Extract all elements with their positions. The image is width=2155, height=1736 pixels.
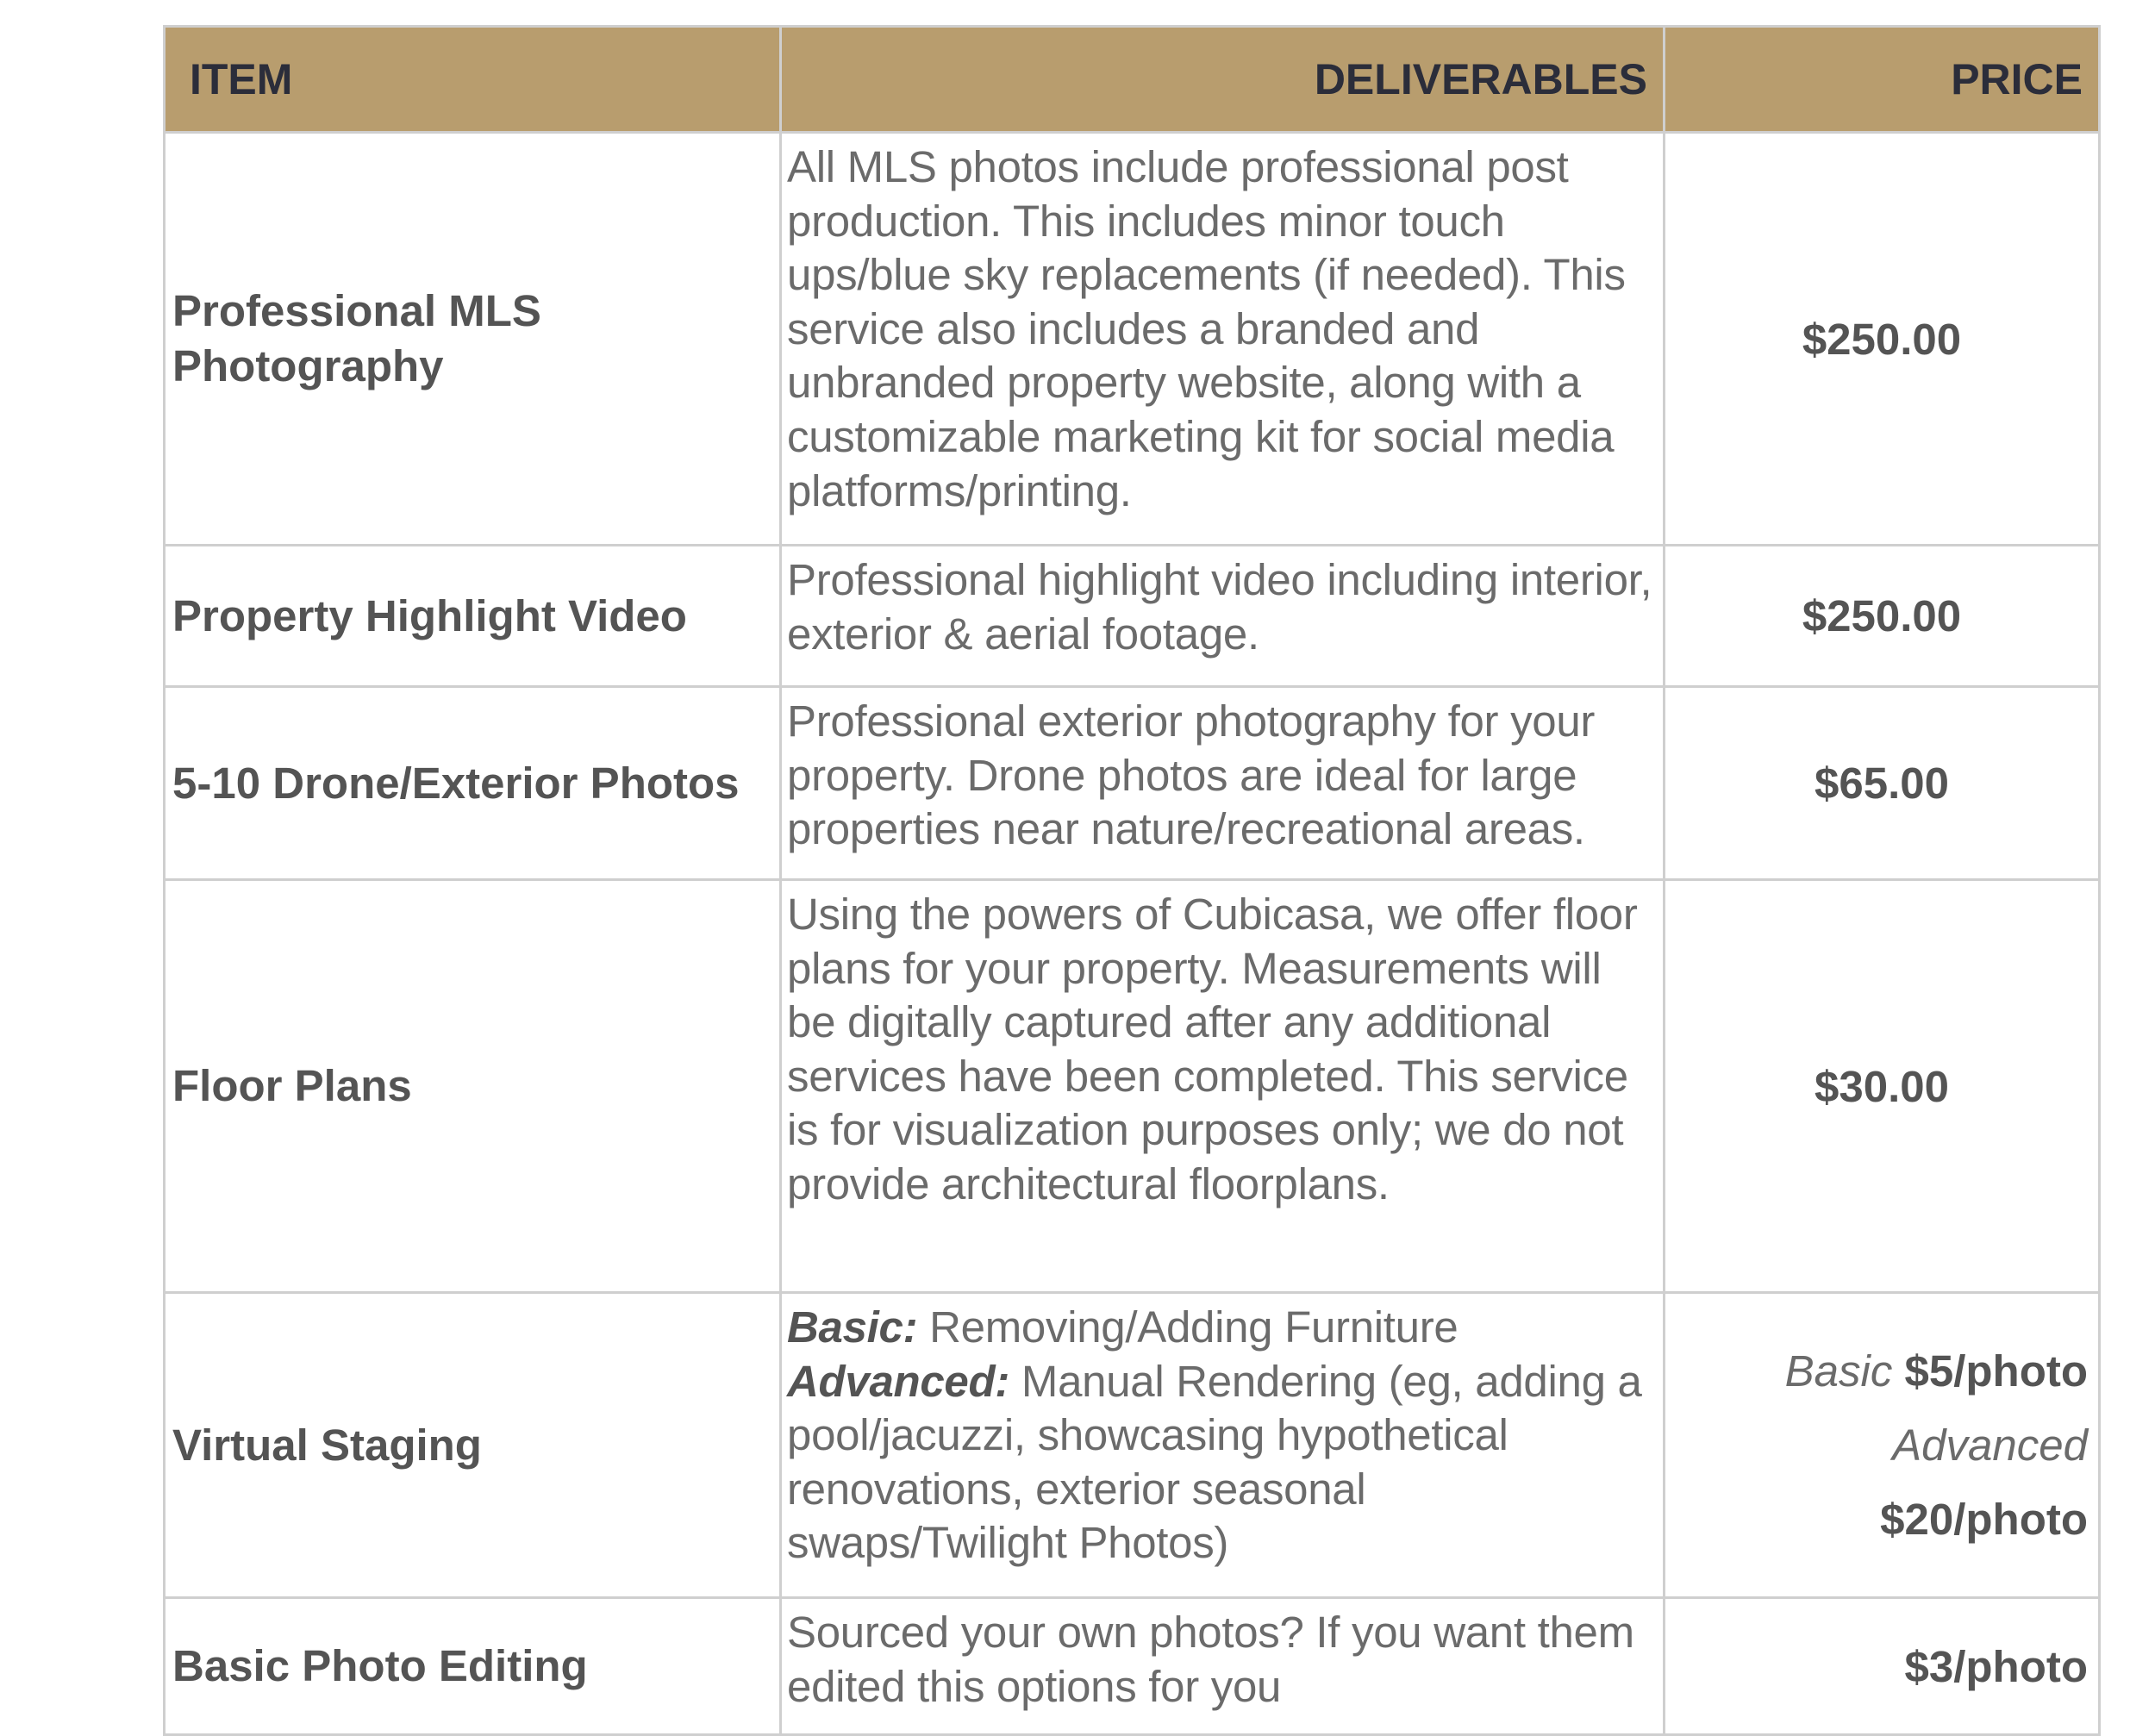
basic-label: Basic: bbox=[787, 1302, 918, 1352]
item-price: $250.00 bbox=[1665, 546, 2100, 687]
item-name: 5-10 Drone/Exterior Photos bbox=[165, 687, 781, 880]
header-item: ITEM bbox=[165, 27, 781, 133]
price-basic-value: $5/photo bbox=[1904, 1346, 2088, 1396]
table-row bbox=[165, 1293, 2100, 1598]
header-price: PRICE bbox=[1665, 27, 2100, 133]
price-advanced-value: $20/photo bbox=[1880, 1494, 2088, 1544]
header-row bbox=[165, 27, 2100, 133]
item-name: Professional MLS Photography bbox=[165, 133, 781, 546]
item-name: Property Highlight Video bbox=[165, 546, 781, 687]
advanced-label: Advanced: bbox=[787, 1356, 1010, 1406]
item-price: $30.00 bbox=[1665, 880, 2100, 1293]
price-basic-line bbox=[1676, 1334, 2088, 1408]
price-advanced-label: Advanced bbox=[1892, 1420, 2088, 1470]
item-name: Floor Plans bbox=[165, 880, 781, 1293]
item-deliverables: Using the powers of Cubicasa, we offer floor plans for your property. Measurements will be digitally captured after any additional services have been completed. This service is for visualization purposes only; we do not provide architectural floorplans. bbox=[781, 880, 1665, 1293]
item-price: $65.00 bbox=[1665, 687, 2100, 880]
item-deliverables: All MLS photos include professional post production. This includes minor touch ups/blue sky replacements (if needed). This service also includes a branded and unbranded property website, along with a customizable marketing kit for social media platforms/printing. bbox=[781, 133, 1665, 546]
item-deliverables bbox=[781, 1293, 1665, 1598]
price-advanced-line bbox=[1676, 1408, 2088, 1557]
item-name: Virtual Staging bbox=[165, 1293, 781, 1598]
table-body bbox=[165, 133, 2100, 1735]
item-name: Basic Photo Editing bbox=[165, 1598, 781, 1735]
item-price: $250.00 bbox=[1665, 133, 2100, 546]
item-price bbox=[1665, 1293, 2100, 1598]
table-header bbox=[165, 27, 2100, 133]
table-row bbox=[165, 880, 2100, 1293]
price-basic-label: Basic bbox=[1784, 1346, 1893, 1396]
basic-text: Removing/Adding Furniture bbox=[929, 1302, 1459, 1352]
pricing-table bbox=[163, 25, 2101, 1736]
table-row bbox=[165, 687, 2100, 880]
item-deliverables: Sourced your own photos? If you want them edited this options for you bbox=[781, 1598, 1665, 1735]
item-deliverables: Professional highlight video including interior, exterior & aerial footage. bbox=[781, 546, 1665, 687]
table-row bbox=[165, 546, 2100, 687]
item-deliverables: Professional exterior photography for your property. Drone photos are ideal for large properties near nature/recreational areas. bbox=[781, 687, 1665, 880]
table-row bbox=[165, 133, 2100, 546]
table-row bbox=[165, 1598, 2100, 1735]
header-deliverables: DELIVERABLES bbox=[781, 27, 1665, 133]
item-price: $3/photo bbox=[1665, 1598, 2100, 1735]
advanced-text: Manual Rendering (eg, adding a pool/jacuzzi, showcasing hypothetical renovations, exterior seasonal swaps/Twilight Photos) bbox=[787, 1356, 1642, 1568]
